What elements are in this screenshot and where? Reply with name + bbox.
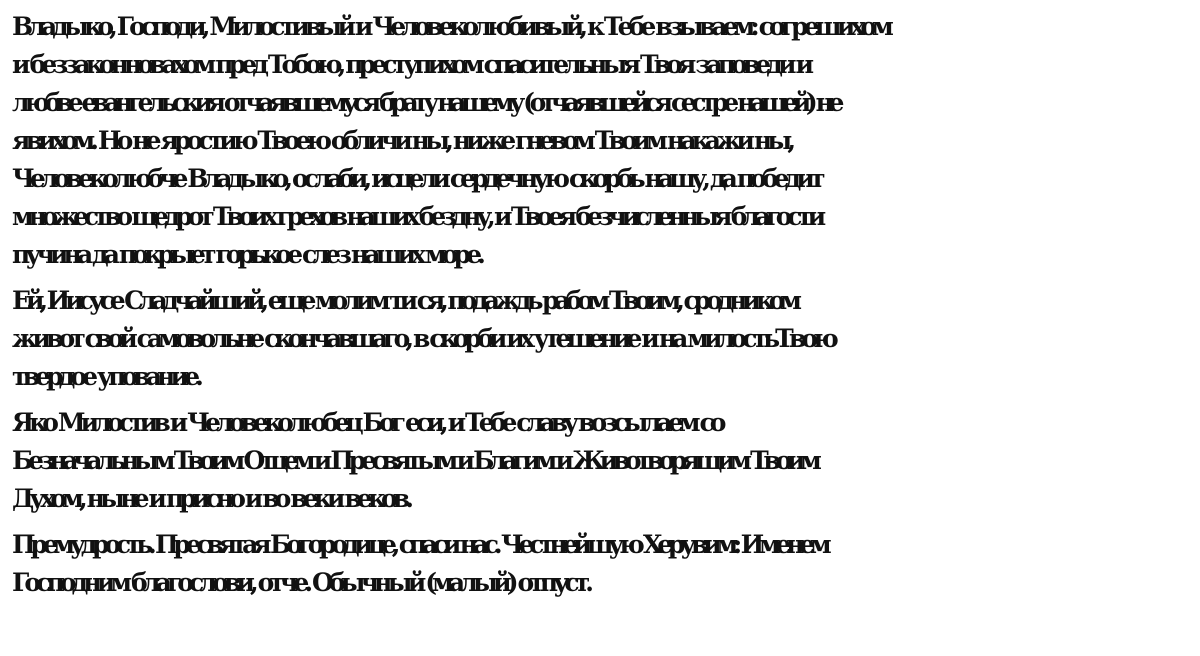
paragraph-1 bbox=[12, 8, 1192, 274]
text-line: Владыко, Господи, Милостивый и Человеколюбивый, к Тебе взываем: согрешихом bbox=[12, 12, 889, 41]
text-line: Безначальным Твоим Отцем и Пресвятым и Благим и Животворящим Твоим bbox=[12, 446, 817, 475]
text-line: пучина да покрыет горькое слез наших море. bbox=[12, 240, 481, 269]
text-line: твердое упование. bbox=[12, 362, 199, 391]
paragraph-2 bbox=[12, 282, 1192, 396]
prayer-text bbox=[12, 8, 1192, 610]
text-line: любве евангельския отчаявшемуся брату нашему (отчаявшейся сестре нашей) не bbox=[12, 88, 840, 117]
text-line: Господним благослови, отче. Обычный (малый) отпуст. bbox=[12, 568, 590, 597]
text-line: Премудрость. Пресвятая Богородице, спаси нас. Честнейшую Херувим: Именем bbox=[12, 530, 827, 559]
text-line: Яко Милостив и Человеколюбец Бог еси, и Тебе славу возсылаем со bbox=[12, 408, 722, 437]
paragraph-3 bbox=[12, 404, 1192, 518]
text-line: Человеколюбче Владыко, ослаби, исцели сердечную скорбь нашу, да победит bbox=[12, 164, 821, 193]
text-line: Духом, ныне и присно и во веки веков. bbox=[12, 484, 410, 513]
text-line: множество щедрот Твоих грехов наших бездну, и Твоея безчисленныя благости bbox=[12, 202, 821, 231]
text-line: Ей, Иисусе Сладчайший, еще молим ти ся, подаждь рабом Твоим, сродником bbox=[12, 286, 797, 315]
text-line: и беззаконновахом пред Тобою, преступихом спасительныя Твоя заповеди и bbox=[12, 50, 810, 79]
paragraph-4 bbox=[12, 526, 1192, 602]
text-line: живот свой самовольне скончавшаго, в скорби их утешение и на милостьТвою bbox=[12, 324, 834, 353]
text-line: явихом. Но не яростию Твоею обличи ны, ниже гневом Твоим накажи ны, bbox=[12, 126, 792, 155]
